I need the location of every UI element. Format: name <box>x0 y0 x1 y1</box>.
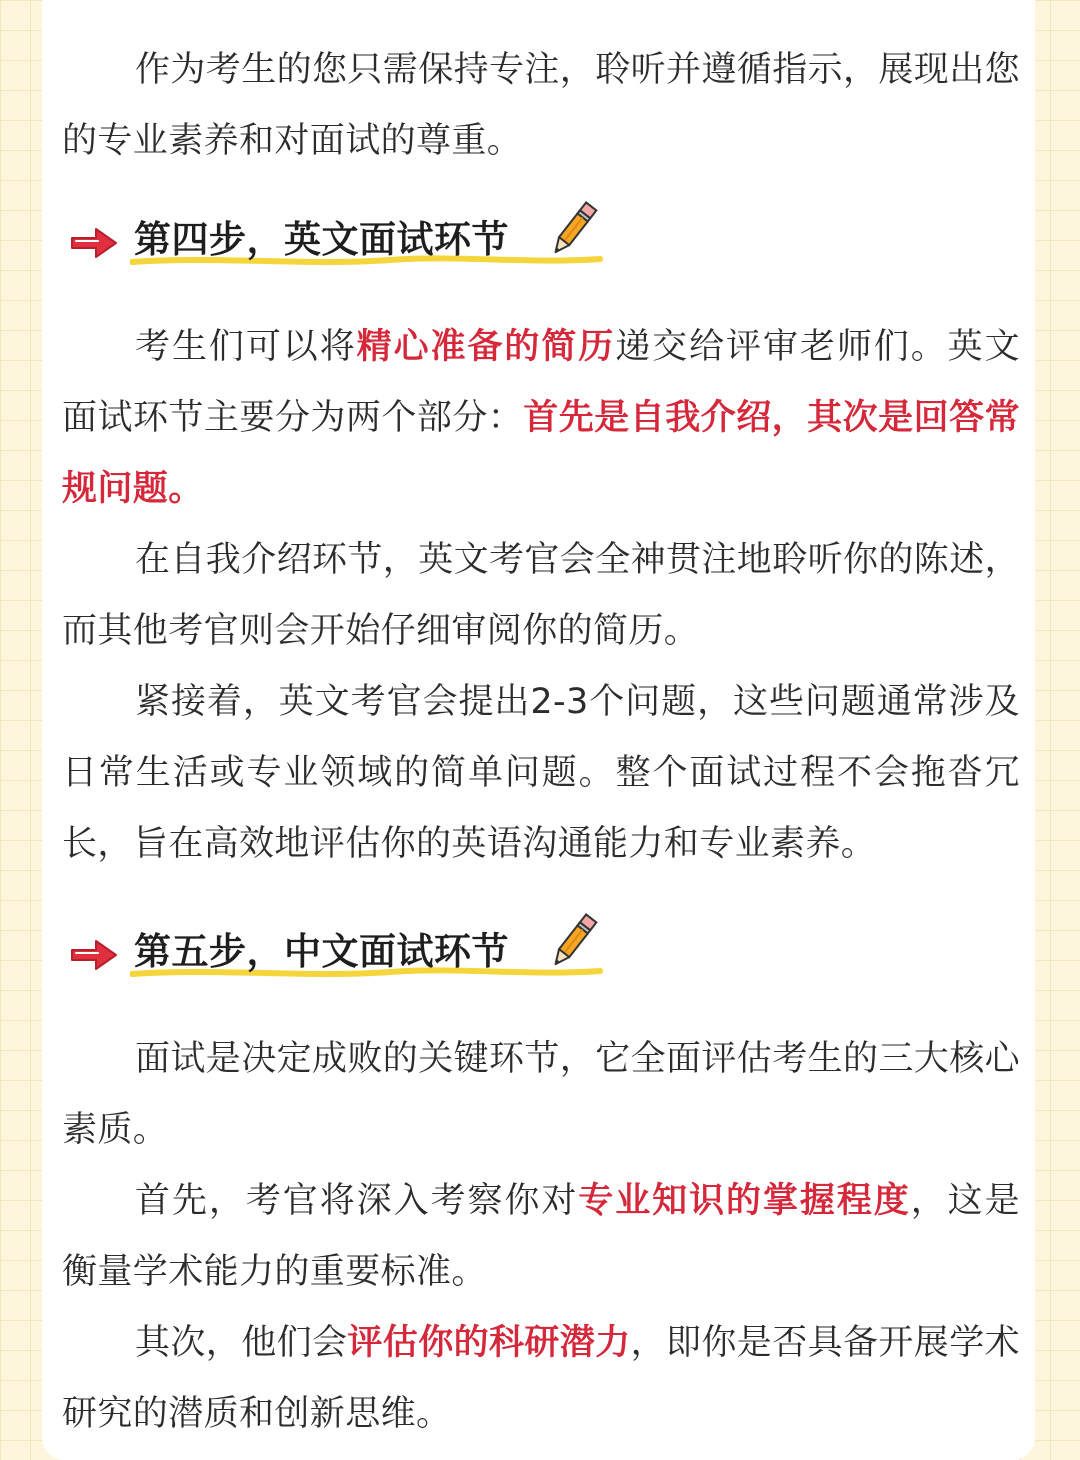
step5-paragraph-2: 首先，考官将深入考察你对专业知识的掌握程度，这是衡量学术能力的重要标准。 <box>62 1181 1020 1292</box>
step4-paragraph-1: 考生们可以将精心准备的简历递交给评审老师们。英文面试环节主要分为两个部分：首先是自我介绍，其次是回答常规问题。 <box>62 327 1021 509</box>
step4-paragraph-3: 紧接着，英文考官会提出2-3个问题，这些问题通常涉及日常生活或专业领域的简单问题。整个面试过程不会拖沓冗长，旨在高效地评估你的英语沟通能力和专业素养。 <box>62 682 1020 864</box>
step5-paragraph-3: 其次，他们会评估你的科研潜力，即你是否具备开展学术研究的潜质和创新思维。 <box>62 1323 1021 1434</box>
highlight-resume: 精心准备的简历 <box>356 327 616 367</box>
arrow-right-icon <box>70 226 118 260</box>
step4-paragraph-2: 在自我介绍环节，英文考官会全神贯注地聆听你的陈述，而其他考官则会开始仔细审阅你的简历。 <box>62 540 1021 651</box>
step5-heading <box>62 916 1020 1024</box>
step4-title: 第四步，英文面试环节 <box>134 218 509 261</box>
intro-paragraph: 作为考生的您只需保持专注，聆听并遵循指示，展现出您的专业素养和对面试的尊重。 <box>62 50 1021 161</box>
step5-title: 第五步，中文面试环节 <box>134 930 509 973</box>
highlight-two-parts: 首先是自我介绍，其次是回答常规问题。 <box>62 398 1020 509</box>
highlight-research: 评估你的科研潜力 <box>347 1323 631 1363</box>
step5-paragraph-1: 面试是决定成败的关键环节，它全面评估考生的三大核心素质。 <box>62 1039 1021 1150</box>
pencil-icon <box>542 910 604 972</box>
article <box>62 0 1020 1450</box>
pencil-icon <box>542 198 604 260</box>
arrow-right-icon <box>70 938 118 972</box>
step4-heading <box>62 204 1020 312</box>
highlight-knowledge: 专业知识的掌握程度 <box>578 1181 911 1221</box>
